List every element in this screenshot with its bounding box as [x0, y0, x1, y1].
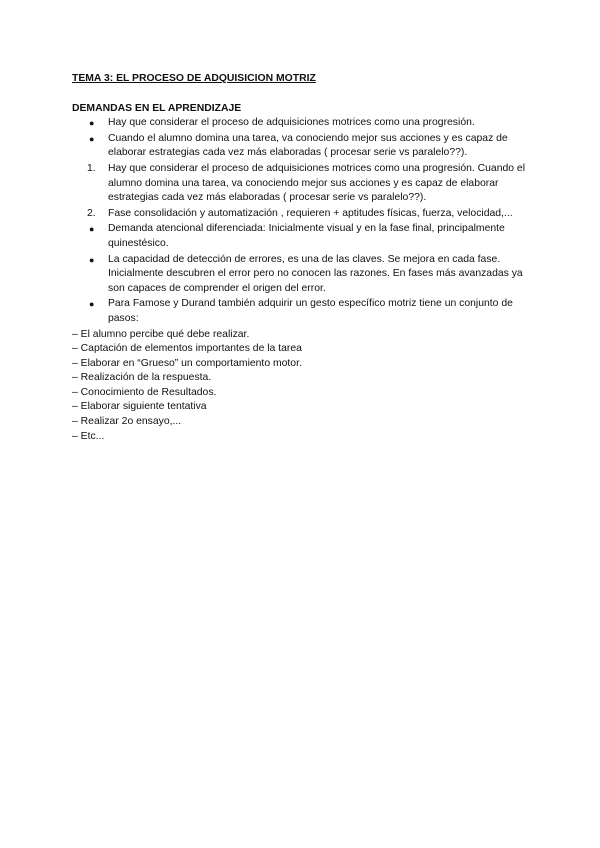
list-item [72, 162, 542, 206]
list-number: 2. [87, 207, 96, 219]
step-line: – Etc... [72, 430, 105, 442]
bullet-icon: ● [89, 133, 95, 144]
list-item [72, 253, 542, 297]
bullet-icon: ● [89, 118, 95, 129]
document-content [72, 72, 542, 444]
list-item-text: Para Famose y Durand también adquirir un gesto específico motriz tiene un conjunto de pasos: [108, 298, 513, 324]
step-line: – Elaborar siguiente tentativa [72, 401, 207, 413]
list-item [72, 207, 542, 222]
step-line: – Conocimiento de Resultados. [72, 386, 217, 398]
step-line: – Elaborar en “Grueso” un comportamiento motor. [72, 357, 302, 369]
list-item-text: Demanda atencional diferenciada: Inicialmente visual y en la fase final, principalmente quinestésico. [108, 223, 505, 249]
list-item [72, 297, 542, 326]
list-item-text: Cuando el alumno domina una tarea, va conociendo mejor sus acciones y es capaz de elaborar estrategias cada vez más elaboradas ( procesar serie vs paralelo??). [108, 132, 508, 159]
bullet-icon: ● [89, 299, 95, 310]
list-item [72, 132, 542, 161]
list-item [72, 222, 542, 251]
step-line: – Realizar 2o ensayo,... [72, 416, 182, 428]
bullet-icon: ● [89, 224, 95, 235]
demands-list [72, 116, 542, 326]
list-item-text: Hay que considerar el proceso de adquisiciones motrices como una progresión. [108, 117, 475, 129]
list-item-text: La capacidad de detección de errores, es una de las claves. Se mejora en cada fase. Inicialmente descubren el error pero no conocen las razones. En fases más avanzadas ya son capaces de comprender el origen del error. [108, 253, 523, 294]
bullet-icon: ● [89, 254, 95, 265]
list-number: 1. [87, 162, 96, 174]
steps-list [72, 328, 542, 445]
list-item-text: Hay que considerar el proceso de adquisiciones motrices como una progresión. Cuando el alumno domina una tarea, va conociendo mejor sus acciones y es capaz de elaborar estrategias cada vez más elaboradas ( procesar serie vs paralelo??). [108, 162, 526, 204]
step-line: – Captación de elementos importantes de la tarea [72, 343, 302, 355]
step-line: – El alumno percibe qué debe realizar. [72, 328, 250, 340]
section-heading: DEMANDAS EN EL APRENDIZAJE [72, 102, 242, 114]
list-item-text: Fase consolidación y automatización , requieren + aptitudes físicas, fuerza, velocidad,... [108, 207, 513, 219]
document-title: TEMA 3: EL PROCESO DE ADQUISICION MOTRIZ [72, 73, 316, 84]
list-item [72, 116, 542, 131]
step-line: – Realización de la respuesta. [72, 372, 212, 384]
